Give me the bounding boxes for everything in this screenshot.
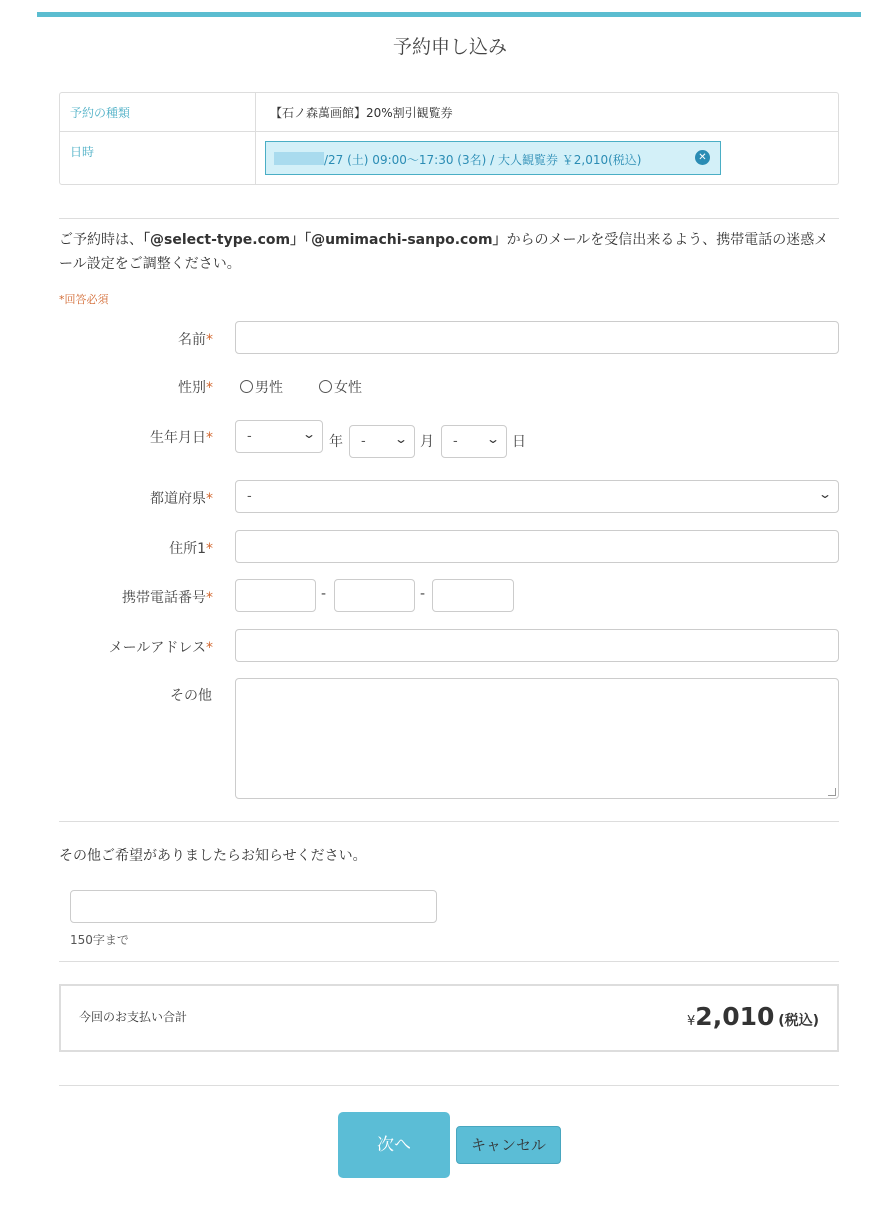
- gender-male-radio[interactable]: [240, 377, 283, 397]
- phone-separator: -: [321, 586, 327, 602]
- divider: [59, 821, 839, 822]
- other-label: その他: [170, 688, 212, 704]
- required-note: *回答必須: [59, 293, 109, 306]
- currency-symbol: ¥: [687, 1014, 696, 1029]
- pref-label: [150, 488, 213, 508]
- required-mark: *: [206, 590, 213, 606]
- name-input[interactable]: [235, 321, 839, 354]
- notice-prefix: ご予約時は、: [59, 232, 143, 248]
- birth-month-select[interactable]: [349, 425, 415, 458]
- total-number: 2,010: [695, 1002, 775, 1031]
- required-mark: *: [206, 332, 213, 348]
- summary-row-datetime: [60, 132, 838, 185]
- notice-domains: 「@select-type.com」「@umimachi-sanpo.com」: [143, 232, 507, 248]
- phone-part1-input[interactable]: [235, 579, 316, 612]
- email-input[interactable]: [235, 629, 839, 662]
- required-mark: *: [206, 541, 213, 557]
- phone-label: [122, 587, 213, 607]
- chevron-down-icon: ⌄: [817, 487, 833, 501]
- birth-label: [150, 427, 213, 447]
- datetime-tag: [265, 141, 721, 175]
- phone-label-text: 携帯電話番号: [122, 590, 206, 606]
- summary-divider: [255, 132, 256, 185]
- total-amount: [687, 1002, 819, 1031]
- datetime-label: 日時: [70, 145, 95, 159]
- chevron-down-icon: ⌄: [301, 427, 317, 441]
- name-label: [178, 329, 213, 349]
- gender-female-radio[interactable]: [319, 377, 362, 397]
- email-label-text: メールアドレス: [108, 640, 206, 656]
- type-value: 【石ノ森萬画館】20%割引観覧券: [270, 106, 453, 120]
- summary-row-type: [60, 93, 838, 132]
- birth-day-unit: 日: [512, 434, 526, 450]
- gender-label: [178, 377, 213, 397]
- phone-part2-input[interactable]: [334, 579, 415, 612]
- divider: [59, 1085, 839, 1086]
- datetime-value: /27 (土) 09:00～17:30 (3名) / 大人観覧券 ￥2,010(税込): [324, 153, 642, 167]
- wish-input[interactable]: [70, 890, 437, 923]
- required-mark: *: [206, 380, 213, 396]
- pref-label-text: 都道府県: [150, 491, 206, 507]
- phone-separator: -: [420, 586, 426, 602]
- total-label: 今回のお支払い合計: [79, 1010, 188, 1024]
- name-label-text: 名前: [178, 332, 206, 348]
- remove-icon[interactable]: ✕: [695, 150, 710, 165]
- next-button[interactable]: 次へ: [338, 1112, 450, 1178]
- required-mark: *: [206, 430, 213, 446]
- payment-total: [59, 984, 839, 1052]
- chevron-down-icon: ⌄: [393, 432, 409, 446]
- birth-year-select[interactable]: [235, 420, 323, 453]
- summary-divider: [255, 93, 256, 131]
- birth-year-unit: 年: [329, 434, 343, 450]
- address-input[interactable]: [235, 530, 839, 563]
- gender-label-text: 性別: [178, 380, 206, 396]
- divider: [59, 961, 839, 962]
- cancel-button[interactable]: キャンセル: [456, 1126, 561, 1164]
- address-label: [169, 538, 213, 558]
- redacted-date: [274, 152, 324, 165]
- gender-male-label: 男性: [255, 380, 283, 396]
- address-label-text: 住所1: [169, 541, 206, 557]
- divider: [59, 218, 839, 219]
- tax-note: (税込): [778, 1013, 819, 1029]
- required-mark: *: [206, 640, 213, 656]
- birth-month-unit: 月: [420, 434, 434, 450]
- reservation-summary: [59, 92, 839, 185]
- birth-year-value: -: [247, 429, 252, 444]
- pref-value: -: [247, 489, 252, 504]
- wish-text: その他ご希望がありましたらお知らせください。: [59, 848, 367, 864]
- email-notice: [59, 228, 839, 276]
- type-label: 予約の種類: [70, 106, 131, 120]
- birth-day-value: -: [453, 434, 458, 449]
- wish-limit: 150字まで: [70, 933, 129, 947]
- radio-icon: [319, 380, 332, 393]
- other-textarea[interactable]: [235, 678, 839, 799]
- page-title: 予約申し込み: [392, 36, 507, 58]
- resize-grip-icon[interactable]: [828, 788, 836, 796]
- required-mark: *: [206, 491, 213, 507]
- radio-icon: [240, 380, 253, 393]
- prefecture-select[interactable]: [235, 480, 839, 513]
- gender-female-label: 女性: [334, 380, 362, 396]
- phone-part3-input[interactable]: [432, 579, 514, 612]
- top-accent-bar: [37, 12, 861, 17]
- notice-suffix: からのメールを受信出来るよう、携帯電話の迷惑メール設定をご調整ください。: [59, 232, 829, 272]
- email-label: [109, 637, 213, 657]
- birth-month-value: -: [361, 434, 366, 449]
- birth-label-text: 生年月日: [150, 430, 206, 446]
- birth-day-select[interactable]: [441, 425, 507, 458]
- chevron-down-icon: ⌄: [485, 432, 501, 446]
